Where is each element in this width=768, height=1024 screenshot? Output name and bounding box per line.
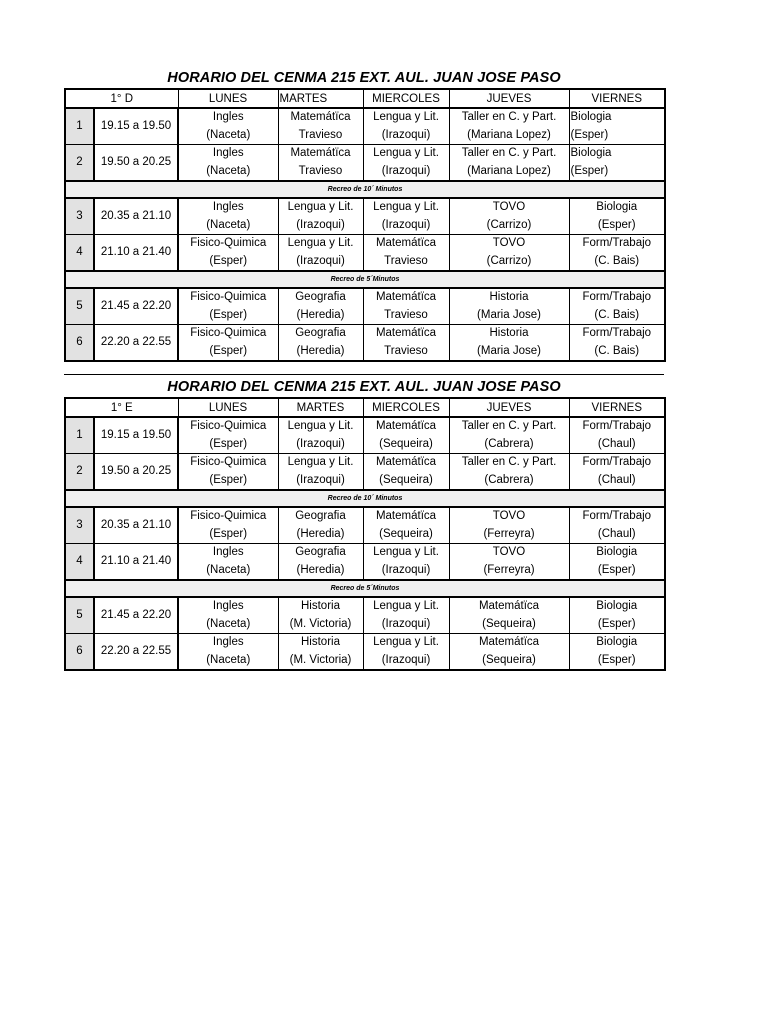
schedule-table <box>64 397 666 671</box>
period-row <box>65 454 665 491</box>
class-cell <box>363 325 449 362</box>
recess-row <box>65 181 665 198</box>
subject-name: Ingles <box>212 636 244 648</box>
teacher-name: (Esper) <box>209 344 248 357</box>
header-jueves: JUEVES <box>449 89 569 108</box>
teacher-name: (Sequeira) <box>379 527 433 540</box>
subject-name: Biologia <box>570 111 612 123</box>
period-row <box>65 235 665 272</box>
teacher-name: (Irazoqui) <box>381 617 431 630</box>
class-cell <box>363 235 449 272</box>
teacher-name: (C. Bais) <box>594 344 640 357</box>
class-cell <box>178 597 278 634</box>
class-cell <box>278 288 363 325</box>
class-cell <box>278 108 363 145</box>
teacher-name: (Esper) <box>570 128 609 141</box>
header-viernes: VIERNES <box>569 398 665 417</box>
class-cell <box>178 454 278 491</box>
teacher-name: (Esper) <box>570 164 609 177</box>
schedule-1e <box>64 377 664 671</box>
class-cell <box>569 417 665 454</box>
subject-name: Lengua y Lit. <box>287 237 354 249</box>
teacher-name: (Esper) <box>209 473 248 486</box>
teacher-name: Travieso <box>384 308 428 321</box>
header-jueves: JUEVES <box>449 398 569 417</box>
teacher-name: (Sequeira) <box>482 617 536 630</box>
class-cell <box>449 507 569 544</box>
period-time: 22.20 a 22.55 <box>94 634 178 671</box>
class-cell <box>449 235 569 272</box>
period-time: 19.15 a 19.50 <box>94 417 178 454</box>
subject-name: Form/Trabajo <box>582 510 652 522</box>
teacher-name: (M. Victoria) <box>289 617 352 630</box>
class-cell <box>178 325 278 362</box>
class-cell <box>449 454 569 491</box>
period-row <box>65 597 665 634</box>
class-cell <box>178 235 278 272</box>
class-cell <box>178 507 278 544</box>
header-row <box>65 89 665 108</box>
subject-name: Fisico-Quimica <box>190 456 267 468</box>
class-cell <box>449 417 569 454</box>
header-viernes: VIERNES <box>569 89 665 108</box>
teacher-name: (Esper) <box>209 254 248 267</box>
teacher-name: (Carrizo) <box>486 218 532 231</box>
subject-name: Lengua y Lit. <box>373 546 439 558</box>
period-time: 21.45 a 22.20 <box>94 288 178 325</box>
period-time: 22.20 a 22.55 <box>94 325 178 362</box>
header-miercoles: MIERCOLES <box>363 398 449 417</box>
class-cell <box>178 145 278 182</box>
class-cell <box>449 634 569 671</box>
teacher-name: (Naceta) <box>206 617 251 630</box>
subject-name: Lengua y Lit. <box>373 201 439 213</box>
period-number: 4 <box>65 544 94 581</box>
class-cell <box>178 198 278 235</box>
subject-name: Ingles <box>212 111 244 123</box>
class-cell <box>363 507 449 544</box>
recess-row <box>65 490 665 507</box>
class-cell <box>569 325 665 362</box>
period-time: 19.15 a 19.50 <box>94 108 178 145</box>
teacher-name: (Maria Jose) <box>477 344 541 357</box>
class-cell <box>569 145 665 182</box>
subject-name: Form/Trabajo <box>582 327 652 339</box>
class-cell <box>363 544 449 581</box>
subject-name: Lengua y Lit. <box>373 147 439 159</box>
class-cell <box>449 145 569 182</box>
header-lunes: LUNES <box>178 398 278 417</box>
period-time: 21.45 a 22.20 <box>94 597 178 634</box>
subject-name: TOVO <box>492 237 526 249</box>
teacher-name: (Irazoqui) <box>381 164 431 177</box>
period-row <box>65 108 665 145</box>
teacher-name: (Carrizo) <box>486 254 532 267</box>
subject-name: TOVO <box>492 546 526 558</box>
teacher-name: (Ferreyra) <box>483 563 535 576</box>
class-cell <box>569 507 665 544</box>
subject-name: Fisico-Quimica <box>190 327 267 339</box>
teacher-name: (Esper) <box>597 617 636 630</box>
subject-name: Geografia <box>295 327 346 339</box>
class-cell <box>363 454 449 491</box>
class-cell <box>278 145 363 182</box>
teacher-name: (Chaul) <box>597 437 636 450</box>
recess-label: Recreo de 10´ Minutos <box>65 181 665 198</box>
class-cell <box>278 454 363 491</box>
subject-name: TOVO <box>492 510 526 522</box>
teacher-name: (Mariana Lopez) <box>467 164 551 177</box>
subject-name: Biologia <box>596 201 638 213</box>
subject-name: Form/Trabajo <box>582 420 652 432</box>
subject-name: Fisico-Quimica <box>190 237 267 249</box>
period-row <box>65 544 665 581</box>
teacher-name: (Ferreyra) <box>483 527 535 540</box>
teacher-name: (Heredia) <box>296 527 345 540</box>
class-cell <box>569 235 665 272</box>
class-cell <box>278 198 363 235</box>
subject-name: Historia <box>301 600 340 612</box>
subject-name: Form/Trabajo <box>582 291 652 303</box>
teacher-name: (Esper) <box>597 218 636 231</box>
class-cell <box>363 198 449 235</box>
subject-name: Matemátïca <box>478 636 540 648</box>
subject-name: Matemátïca <box>290 147 351 159</box>
teacher-name: (Irazoqui) <box>296 254 345 267</box>
subject-name: Matemátïca <box>375 420 437 432</box>
period-time: 21.10 a 21.40 <box>94 544 178 581</box>
subject-name: Geografia <box>295 546 346 558</box>
class-cell <box>363 634 449 671</box>
teacher-name: (Cabrera) <box>484 473 534 486</box>
period-time: 19.50 a 20.25 <box>94 145 178 182</box>
period-time: 19.50 a 20.25 <box>94 454 178 491</box>
teacher-name: Travieso <box>298 128 343 141</box>
class-cell <box>363 288 449 325</box>
teacher-name: (Esper) <box>597 563 636 576</box>
header-row <box>65 398 665 417</box>
period-row <box>65 198 665 235</box>
subject-name: Matemátïca <box>375 291 437 303</box>
recess-label: Recreo de 5´Minutos <box>65 580 665 597</box>
class-cell <box>569 288 665 325</box>
page-divider <box>64 374 664 375</box>
subject-name: Lengua y Lit. <box>287 201 354 213</box>
teacher-name: (Mariana Lopez) <box>467 128 551 141</box>
period-number: 6 <box>65 325 94 362</box>
subject-name: Lengua y Lit. <box>373 636 439 648</box>
teacher-name: (Naceta) <box>206 218 251 231</box>
period-row <box>65 325 665 362</box>
subject-name: Geografia <box>295 510 346 522</box>
subject-name: Historia <box>489 327 529 339</box>
subject-name: Matemátïca <box>375 456 437 468</box>
class-cell <box>178 108 278 145</box>
period-time: 21.10 a 21.40 <box>94 235 178 272</box>
class-cell <box>363 108 449 145</box>
period-time: 20.35 a 21.10 <box>94 198 178 235</box>
recess-label: Recreo de 10´ Minutos <box>65 490 665 507</box>
subject-name: Fisico-Quimica <box>190 420 267 432</box>
class-cell <box>278 417 363 454</box>
subject-name: Matemátïca <box>375 237 437 249</box>
class-cell <box>449 325 569 362</box>
period-number: 5 <box>65 288 94 325</box>
teacher-name: (Esper) <box>597 653 636 666</box>
teacher-name: (Esper) <box>209 437 248 450</box>
period-number: 2 <box>65 145 94 182</box>
class-cell <box>278 544 363 581</box>
class-cell <box>449 597 569 634</box>
subject-name: Matemátïca <box>375 510 437 522</box>
class-cell <box>569 454 665 491</box>
subject-name: Lengua y Lit. <box>373 600 439 612</box>
teacher-name: (Naceta) <box>206 653 251 666</box>
subject-name: Biologia <box>596 636 638 648</box>
subject-name: Geografia <box>295 291 346 303</box>
teacher-name: (Irazoqui) <box>381 218 431 231</box>
subject-name: Historia <box>489 291 529 303</box>
period-row <box>65 634 665 671</box>
class-cell <box>569 198 665 235</box>
teacher-name: (Cabrera) <box>484 437 534 450</box>
subject-name: Lengua y Lit. <box>287 456 354 468</box>
header-lunes: LUNES <box>178 89 278 108</box>
teacher-name: (Esper) <box>209 527 248 540</box>
class-cell <box>278 507 363 544</box>
period-row <box>65 145 665 182</box>
period-number: 4 <box>65 235 94 272</box>
class-cell <box>363 417 449 454</box>
class-cell <box>178 544 278 581</box>
class-cell <box>178 288 278 325</box>
subject-name: Ingles <box>212 201 244 213</box>
teacher-name: (Irazoqui) <box>296 218 345 231</box>
class-cell <box>569 108 665 145</box>
class-cell <box>569 544 665 581</box>
teacher-name: (Irazoqui) <box>296 437 345 450</box>
subject-name: Matemátïca <box>375 327 437 339</box>
subject-name: Ingles <box>212 147 244 159</box>
teacher-name: (Maria Jose) <box>477 308 541 321</box>
period-row <box>65 417 665 454</box>
subject-name: Taller en C. y Part. <box>461 111 557 123</box>
subject-name: Taller en C. y Part. <box>461 456 557 468</box>
teacher-name: (Irazoqui) <box>381 128 431 141</box>
teacher-name: (Naceta) <box>206 128 251 141</box>
teacher-name: Travieso <box>384 254 428 267</box>
teacher-name: (Sequeira) <box>379 473 433 486</box>
teacher-name: (Heredia) <box>296 344 345 357</box>
subject-name: Lengua y Lit. <box>287 420 354 432</box>
teacher-name: (Heredia) <box>296 563 345 576</box>
recess-row <box>65 580 665 597</box>
subject-name: Ingles <box>212 546 244 558</box>
subject-name: TOVO <box>492 201 526 213</box>
period-number: 1 <box>65 417 94 454</box>
subject-name: Lengua y Lit. <box>373 111 439 123</box>
subject-name: Ingles <box>212 600 244 612</box>
class-cell <box>363 597 449 634</box>
period-number: 1 <box>65 108 94 145</box>
class-cell <box>569 634 665 671</box>
teacher-name: (Irazoqui) <box>381 653 431 666</box>
subject-name: Taller en C. y Part. <box>461 147 557 159</box>
subject-name: Form/Trabajo <box>582 237 652 249</box>
period-number: 5 <box>65 597 94 634</box>
teacher-name: (Sequeira) <box>482 653 536 666</box>
teacher-name: Travieso <box>384 344 428 357</box>
recess-row <box>65 271 665 288</box>
subject-name: Fisico-Quimica <box>190 291 267 303</box>
class-label: 1° E <box>65 398 178 417</box>
teacher-name: (Irazoqui) <box>381 563 431 576</box>
period-number: 3 <box>65 198 94 235</box>
teacher-name: (C. Bais) <box>594 308 640 321</box>
schedule-table <box>64 88 666 362</box>
period-number: 6 <box>65 634 94 671</box>
header-martes: MARTES <box>278 89 363 108</box>
period-number: 3 <box>65 507 94 544</box>
period-number: 2 <box>65 454 94 491</box>
recess-label: Recreo de 5´Minutos <box>65 271 665 288</box>
subject-name: Historia <box>301 636 340 648</box>
subject-name: Matemátïca <box>478 600 540 612</box>
class-cell <box>178 417 278 454</box>
subject-name: Matemátïca <box>290 111 351 123</box>
class-cell <box>278 597 363 634</box>
subject-name: Biologia <box>570 147 612 159</box>
class-cell <box>569 597 665 634</box>
teacher-name: (Naceta) <box>206 563 251 576</box>
teacher-name: (Chaul) <box>597 527 636 540</box>
subject-name: Form/Trabajo <box>582 456 652 468</box>
period-row <box>65 507 665 544</box>
header-martes: MARTES <box>278 398 363 417</box>
header-miercoles: MIERCOLES <box>363 89 449 108</box>
class-cell <box>449 288 569 325</box>
subject-name: Biologia <box>596 600 638 612</box>
class-cell <box>449 108 569 145</box>
class-label: 1° D <box>65 89 178 108</box>
period-time: 20.35 a 21.10 <box>94 507 178 544</box>
teacher-name: (Sequeira) <box>379 437 433 450</box>
teacher-name: (Chaul) <box>597 473 636 486</box>
subject-name: Fisico-Quimica <box>190 510 267 522</box>
subject-name: Taller en C. y Part. <box>461 420 557 432</box>
class-cell <box>178 634 278 671</box>
teacher-name: (Irazoqui) <box>296 473 345 486</box>
teacher-name: (Heredia) <box>296 308 345 321</box>
teacher-name: (C. Bais) <box>594 254 640 267</box>
schedule-title: HORARIO DEL CENMA 215 EXT. AUL. JUAN JOSE PASO <box>167 70 561 86</box>
teacher-name: (Naceta) <box>206 164 251 177</box>
class-cell <box>363 145 449 182</box>
class-cell <box>449 198 569 235</box>
class-cell <box>278 235 363 272</box>
teacher-name: Travieso <box>298 164 343 177</box>
schedule-1d <box>64 68 664 362</box>
teacher-name: (M. Victoria) <box>289 653 352 666</box>
schedule-title: HORARIO DEL CENMA 215 EXT. AUL. JUAN JOSE PASO <box>167 379 561 395</box>
subject-name: Biologia <box>596 546 638 558</box>
class-cell <box>449 544 569 581</box>
class-cell <box>278 325 363 362</box>
period-row <box>65 288 665 325</box>
class-cell <box>278 634 363 671</box>
teacher-name: (Esper) <box>209 308 248 321</box>
